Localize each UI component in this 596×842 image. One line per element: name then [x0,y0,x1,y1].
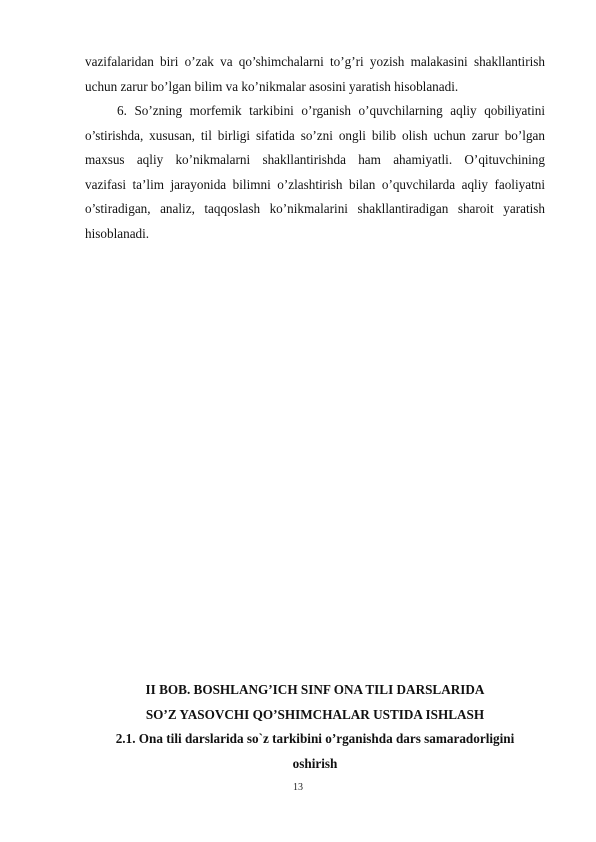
chapter-title-line-2: SO’Z YASOVCHI QO’SHIMCHALAR USTIDA ISHLASH [145,706,485,722]
page-number: 13 [293,782,303,793]
body-line-8: hisoblanadi. [85,225,150,241]
body-line-5: maxsus aqliy ko’nikmalarni shakllantirishda ham ahamiyatli. O’qituvchining [85,152,545,167]
body-text [85,50,545,246]
body-line-4: o’stirishda, xususan, til birligi sifatida so’zni ongli bilib olish uchun zarur bo’lgan [85,127,545,143]
section-title-line-1: 2.1. Ona tili darslarida so`z tarkibini o’rganishda dars samaradorligini [115,731,515,746]
body-line-1: vazifalaridan biri o’zak va qo’shimchalarni to’g’ri yozish malakasini shakllantirish [85,54,545,69]
section-title-line-2: oshirish [292,755,338,771]
chapter-heading [85,678,545,776]
body-line-6: vazifasi ta’lim jarayonida bilimni o’zlashtirish bilan o’quvchilarda aqliy faoliyatni [85,176,545,192]
body-line-7: o’stiradigan, analiz, taqqoslash ko’nikmalarini shakllantiradigan sharoit yaratish [85,201,545,216]
body-line-2: uchun zarur bo’lgan bilim va ko’nikmalar asosini yaratish hisoblanadi. [85,78,459,94]
body-line-3: 6. So’zning morfemik tarkibini o’rganish o’quvchilarning aqliy qobiliyatini [117,103,545,118]
chapter-title-line-1: II BOB. BOSHLANG’ICH SINF ONA TILI DARSLARIDA [145,682,485,697]
